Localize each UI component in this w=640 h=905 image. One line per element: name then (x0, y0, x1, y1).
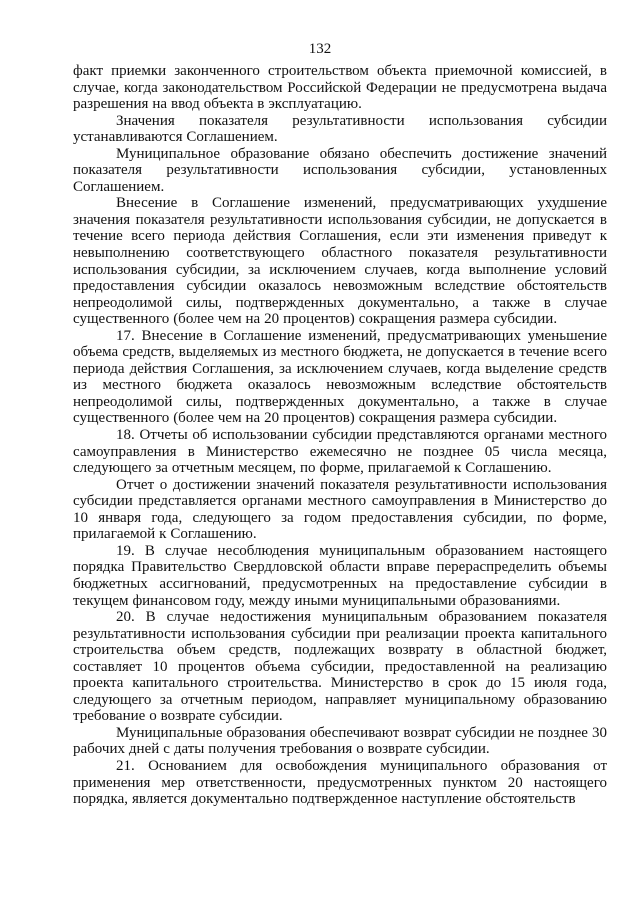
paragraph: Отчет о достижении значений показателя результативности использования субсидии представляется органами местного самоуправления в Министерство до 10 января года, следующего за годом предоставления субсидии, по форме, прилагаемой к Соглашению. (73, 476, 607, 543)
paragraph-18: 18. Отчеты об использовании субсидии представляются органами местного самоуправления в Министерство ежемесячно не позднее 05 числа месяца, следующего за отчетным месяцем, по форме, прилагаемой к Соглашению. (73, 427, 607, 477)
paragraph-17: 17. Внесение в Соглашение изменений, предусматривающих уменьшение объема средств, выделяемых из местного бюджета, не допускается в течение всего периода действия Соглашения, за исключением случаев, когда выделение средств из местного бюджета оказалось невозможным вследствие обстоятельств непреодолимой силы, подтвержденных документально, а также в случае существенного (более чем на 20 процентов) сокращения размера субсидии. (73, 327, 607, 427)
paragraph: Значения показателя результативности использования субсидии устанавливаются Соглашением. (73, 112, 607, 146)
paragraph-19: 19. В случае несоблюдения муниципальным образованием настоящего порядка Правительство Свердловской области вправе перераспределить объемы бюджетных ассигнований, предусмотренных на предоставление субсидии в текущем финансовом году, между иными муниципальными образованиями. (73, 542, 607, 609)
paragraph-21: 21. Основанием для освобождения муниципального образования от применения мер ответственности, предусмотренных пунктом 20 настоящего порядка, является документально подтвержденное наступление обстоятельств (73, 757, 607, 808)
document-body (73, 63, 607, 808)
paragraph: Муниципальное образование обязано обеспечить достижение значений показателя результативности использования субсидии, установленных Соглашением. (73, 145, 607, 195)
paragraph: Внесение в Соглашение изменений, предусматривающих ухудшение значения показателя результативности использования субсидии, не допускается в течение всего периода действия Соглашения, если эти изменения приведут к невыполнению соответствующего областного показателя результативности использования субсидии, за исключением случаев, когда выполнение условий предоставления субсидии оказалось невозможным вследствие обстоятельств непреодолимой силы, подтвержденных документально, а также в случае существенного (более чем на 20 процентов) сокращения размера субсидии. (73, 195, 607, 328)
page-number: 132 (308, 41, 332, 57)
paragraph-20: 20. В случае недостижения муниципальным образованием показателя результативности использования субсидии при реализации проекта капитального строительства объем средств, подлежащих возврату в областной бюджет, составляет 10 процентов объема субсидии, предоставленной на реализацию проекта капитального строительства. Министерство в срок до 15 июля года, следующего за отчетным периодом, направляет муниципальному образованию требование о возврате субсидии. (73, 609, 607, 725)
paragraph: Муниципальные образования обеспечивают возврат субсидии не позднее 30 рабочих дней с даты получения требования о возврате субсидии. (73, 724, 607, 758)
paragraph: факт приемки законченного строительством объекта приемочной комиссией, в случае, когда законодательством Российской Федерации не предусмотрена выдача разрешения на ввод объекта в эксплуатацию. (73, 63, 607, 113)
